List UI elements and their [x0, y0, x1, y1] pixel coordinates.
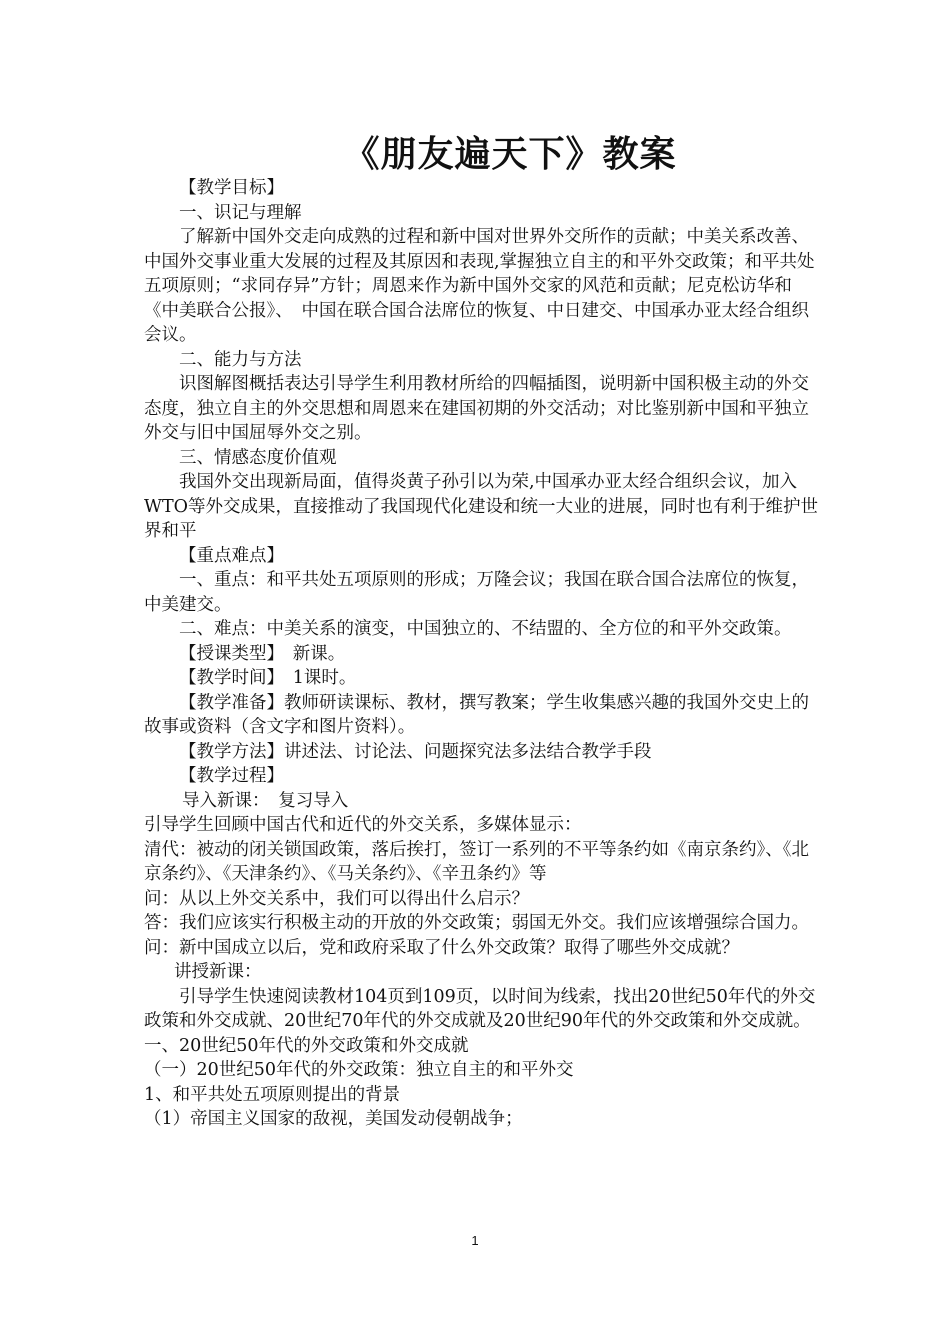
section-heading: 一、20世纪50年代的外交政策和外交成就	[144, 1035, 469, 1056]
subsection-heading: 三、情感态度价值观	[179, 447, 337, 468]
paragraph: 二、难点：中美关系的演变，中国独立的、不结盟的、全方位的和平外交政策。	[179, 619, 792, 639]
paragraph: 我国外交出现新局面，值得炎黄子孙引以为荣,中国承办亚太经合组织会议，加入WTO等外交成果，直接推动了我国现代化建设和统一大业的进展，同时也有利于维护世界和平	[144, 472, 819, 541]
paragraph: 识图解图概括表达引导学生利用教材所给的四幅插图，说明新中国积极主动的外交态度，独立自主的外交思想和周恩来在建国初期的外交活动；对比鉴别新中国和平独立外交与旧中国屈辱外交之别。	[144, 374, 809, 443]
section-heading: 【教学过程】	[179, 766, 284, 786]
paragraph: 导入新课： 复习导入	[182, 790, 349, 811]
paragraph: （1）帝国主义国家的敌视，美国发动侵朝战争；	[144, 1109, 523, 1129]
paragraph: 了解新中国外交走向成熟的过程和新中国对世界外交所作的贡献；中美关系改善、中国外交事业重大发展的过程及其原因和表现,掌握独立自主的和平外交政策；和平共处五项原则；“求同存异”方针；周恩来作为新中国外交家的风范和贡献；尼克松访华和《中美联合公报》、 中国在联合国合法席位的恢复、中日建交、中国承办亚太经合组织会议。	[144, 227, 815, 345]
paragraph: 一、重点：和平共处五项原则的形成；万隆会议；我国在联合国合法席位的恢复，中美建交。	[144, 570, 809, 615]
page-number: 1	[471, 1233, 479, 1248]
paragraph: 【授课类型】 新课。	[179, 643, 346, 664]
subsection-heading: 1、和平共处五项原则提出的背景	[144, 1084, 401, 1105]
paragraph: 引导学生回顾中国古代和近代的外交关系，多媒体显示：	[144, 815, 582, 835]
paragraph: 讲授新课：	[174, 962, 262, 982]
paragraph: 问：从以上外交关系中，我们可以得出什么启示？	[144, 888, 529, 909]
paragraph: 清代：被动的闭关锁国政策，落后挨打，签订一系列的不平等条约如《南京条约》、《北京条约》、《天津条约》、《马关条约》、《辛丑条约》等	[144, 839, 809, 884]
paragraph: 引导学生快速阅读教材104页到109页，以时间为线索，找出20世纪50年代的外交政策和外交成就、20世纪70年代的外交成就及20世纪90年代的外交政策和外交成就。	[144, 986, 816, 1031]
document-title: 《朋友遍天下》教案	[343, 134, 677, 175]
subsection-heading: 一、识记与理解	[179, 202, 302, 223]
section-heading: 【重点难点】	[179, 545, 284, 566]
subsection-heading: 二、能力与方法	[179, 349, 302, 370]
paragraph: 【教学方法】讲述法、讨论法、问题探究法多法结合教学手段	[179, 741, 652, 762]
section-heading: 【教学目标】	[179, 178, 284, 198]
paragraph: 【教学时间】 1课时。	[179, 668, 357, 688]
subsection-heading: （一）20世纪50年代的外交政策：独立自主的和平外交	[144, 1060, 574, 1080]
paragraph: 答：我们应该实行积极主动的开放的外交政策；弱国无外交。我们应该增强综合国力。	[144, 913, 809, 933]
document-body	[144, 176, 824, 1132]
paragraph: 问：新中国成立以后，党和政府采取了什么外交政策？取得了哪些外交成就？	[144, 937, 739, 958]
paragraph: 【教学准备】教师研读课标、教材，撰写教案；学生收集感兴趣的我国外交史上的故事或资料（含文字和图片资料）。	[144, 692, 809, 737]
